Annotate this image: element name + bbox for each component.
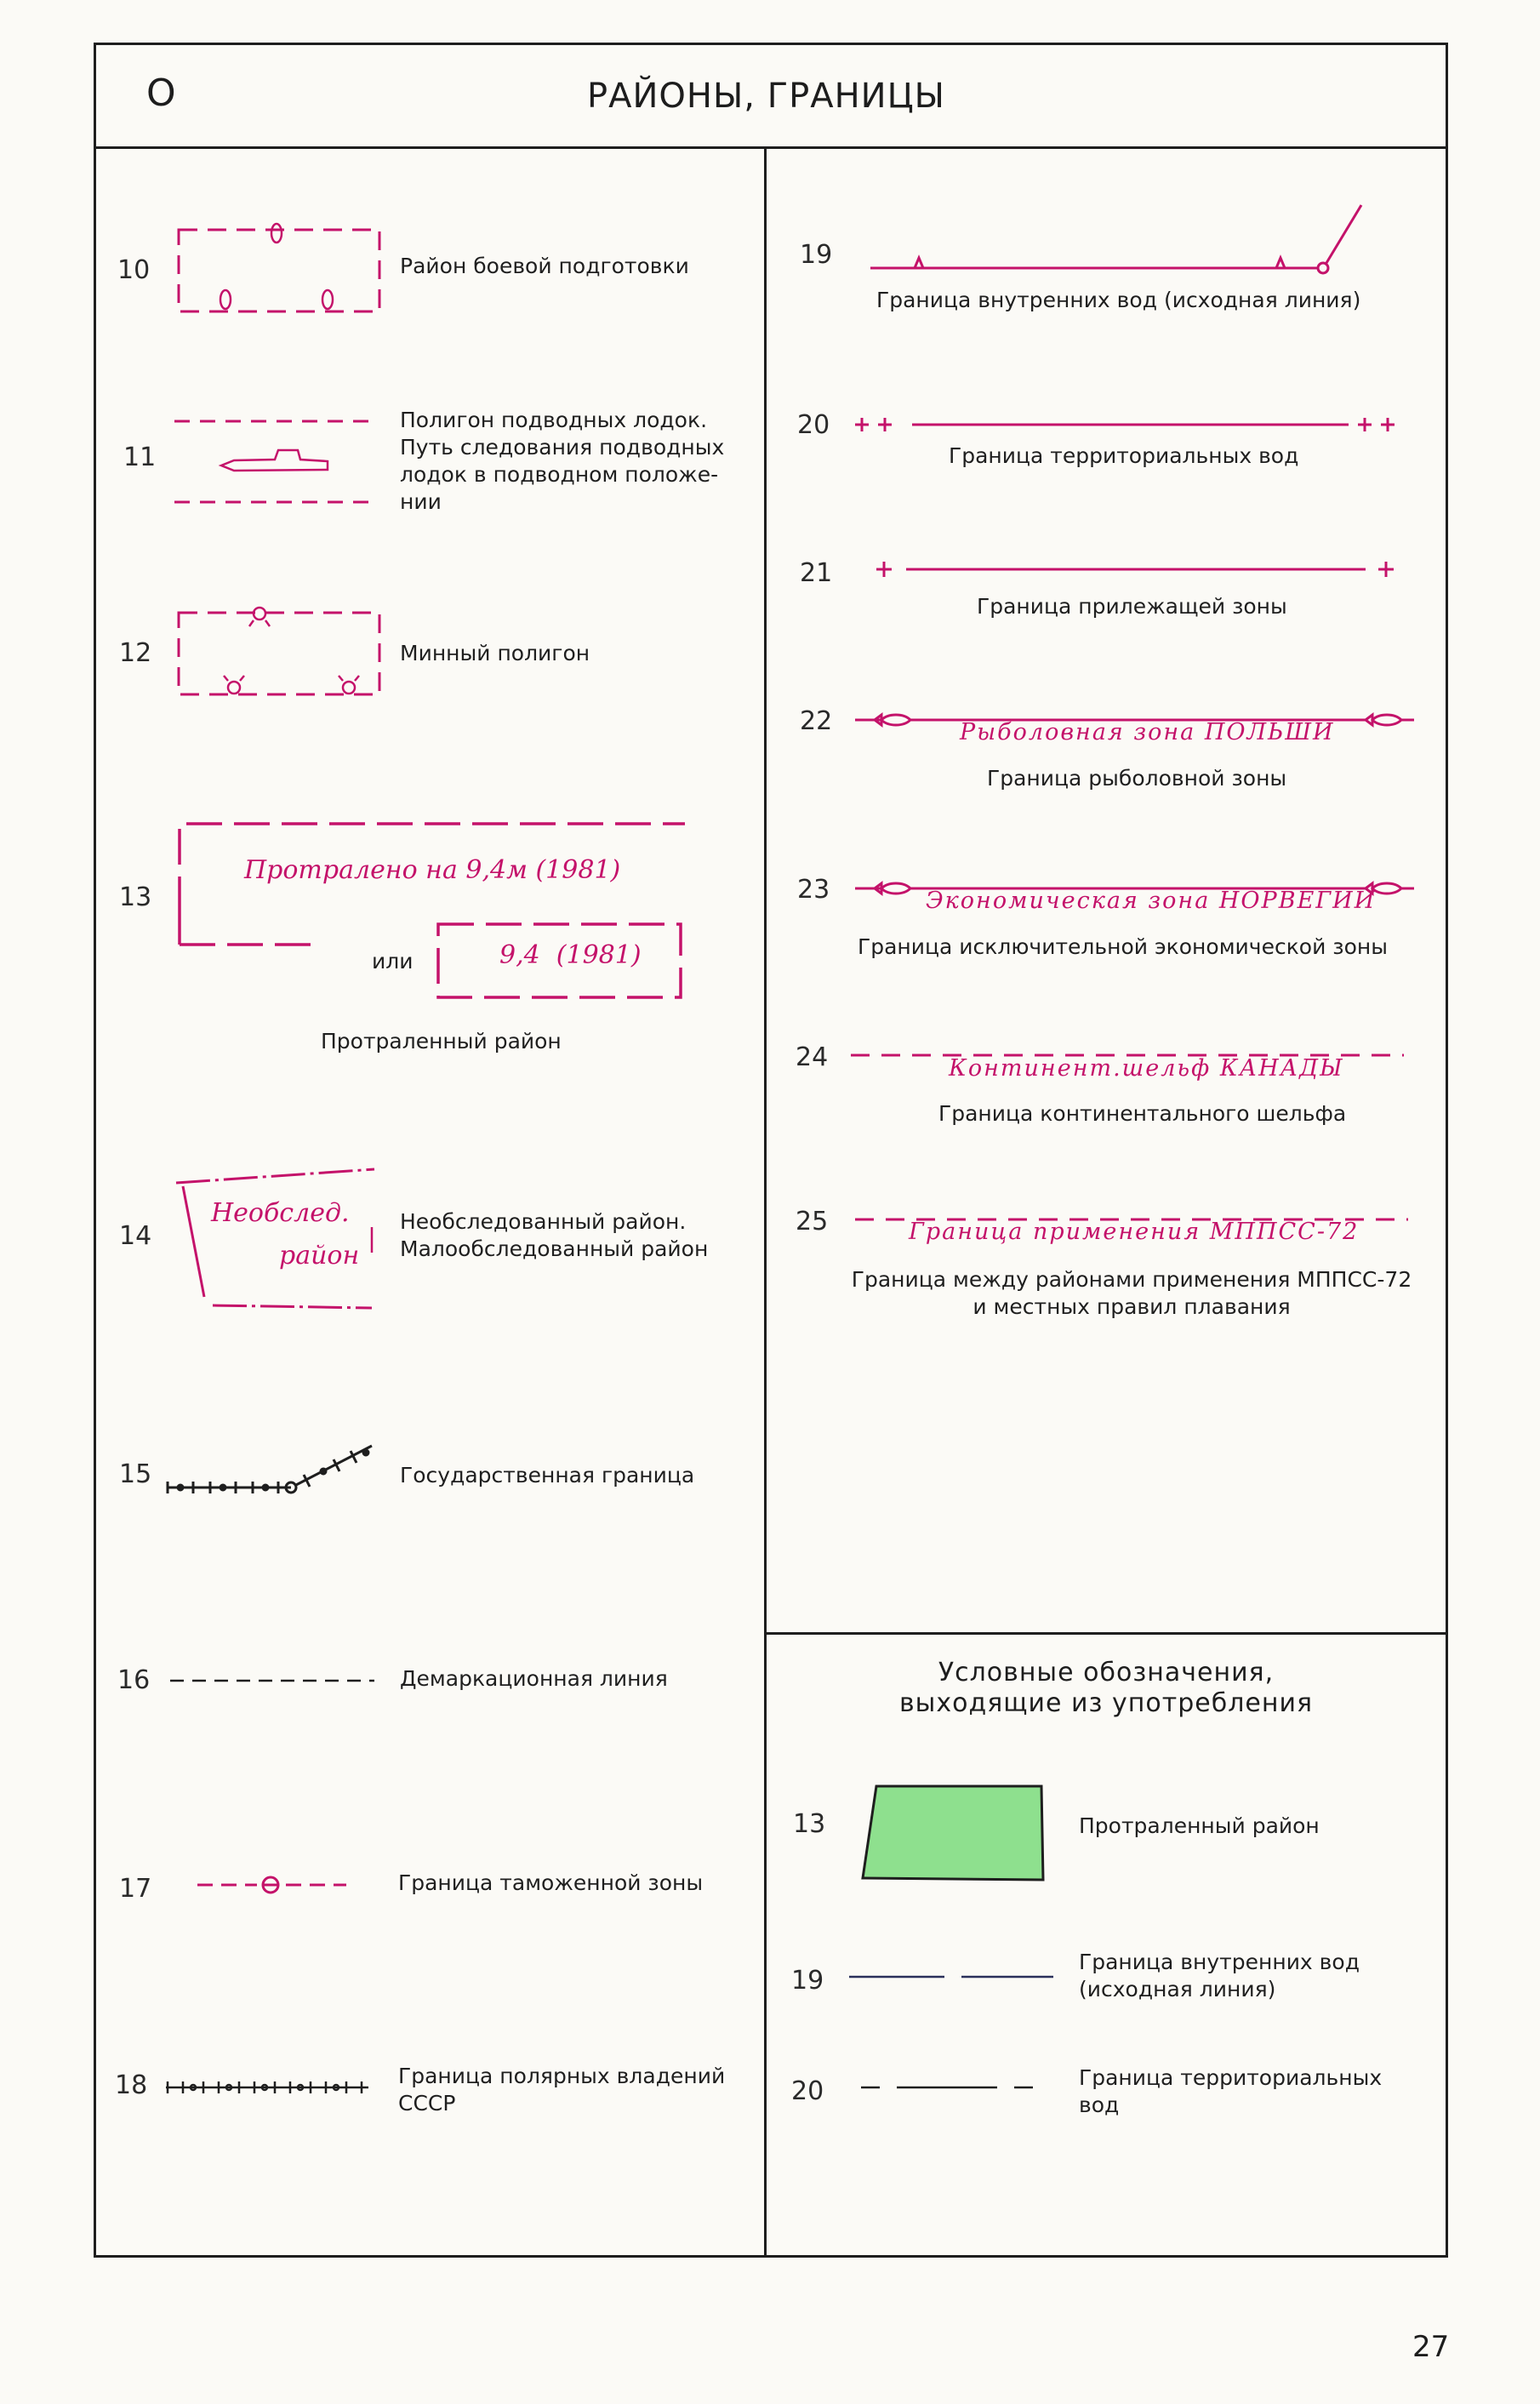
obsolete-20-label: Граница территориальных вод [1079,2065,1383,2117]
section-letter: O [146,71,176,115]
item-11-label: Полигон подводных лодок. Путь следования подводных лодок в подводном положе- нии [400,408,725,514]
item-10-number: 10 [117,255,151,285]
submarine-area-symbol [174,413,387,511]
submarine-icon [221,450,328,471]
swept-depth-text: Протралено на 9,4м (1981) [244,855,621,885]
item-15-number: 15 [119,1459,152,1489]
contiguous-zone-border-symbol [872,557,1404,583]
item-12-number: 12 [119,638,152,668]
header-divider [94,146,1448,149]
column-divider [764,146,767,2258]
obsolete-13-number: 13 [793,1809,826,1839]
combat-training-area-symbol [174,223,387,317]
item-21-label: Граница прилежащей зоны [977,594,1287,619]
item-19-number: 19 [800,240,833,270]
fish-icon [1366,715,1401,725]
page-number: 27 [1412,2330,1450,2364]
item-18-label: Граница полярных владений СССР [398,2064,726,2116]
item-15-label: Государственная граница [400,1463,695,1488]
swept-depth-short-text: 9,4 (1981) [499,940,642,970]
polar-possessions-border-symbol [164,2075,377,2100]
obsolete-swept-area-symbol [859,1783,1055,1885]
item-24-number: 24 [796,1042,829,1072]
item-20-number: 20 [797,410,830,440]
item-14-label: Необследованный район. Малообследованный район [400,1209,709,1261]
obsolete-territorial-waters-symbol [861,2083,1040,2092]
item-17-number: 17 [119,1874,152,1904]
item-19-label: Граница внутренних вод (исходная линия) [876,288,1361,312]
fishing-zone-map-text: Рыболовная зона ПОЛЬШИ [960,719,1335,745]
obsolete-19-label: Граница внутренних вод (исходная линия) [1079,1950,1360,2001]
item-16-number: 16 [117,1665,151,1695]
page-frame [94,43,1448,2258]
item-10-label: Район боевой подготовки [400,254,689,278]
or-label: или [372,949,414,974]
continental-shelf-map-text: Континент.шельф КАНАДЫ [949,1055,1344,1082]
item-13-number: 13 [119,882,152,912]
item-23-number: 23 [797,875,830,905]
item-16-label: Демаркационная линия [400,1666,668,1691]
item-22-label: Граница рыболовной зоны [987,766,1287,791]
unsurveyed-area-symbol [174,1159,387,1312]
item-18-number: 18 [115,2070,148,2100]
obsolete-19-number: 19 [791,1966,824,1996]
obsolete-20-number: 20 [791,2076,824,2106]
item-14-number: 14 [119,1221,152,1251]
internal-waters-border-symbol [868,200,1378,277]
swept-area-symbol [174,819,693,1006]
mine-area-symbol [174,606,387,700]
territorial-waters-border-symbol [851,413,1412,438]
item-25-number: 25 [796,1207,829,1236]
state-border-symbol [163,1434,385,1502]
obsolete-section-title: Условные обозначения, выходящие из употребления [899,1658,1313,1718]
item-25-label: Граница между районами применения МППСС-72 и местных правил плавания [851,1267,1412,1319]
item-13-label: Протраленный район [321,1029,562,1054]
colreg-map-text: Граница применения МППСС-72 [909,1219,1360,1245]
unsurveyed-text-2: район [279,1241,360,1271]
demarcation-line-symbol [170,1676,383,1685]
obsolete-13-label: Протраленный район [1079,1813,1320,1838]
item-22-number: 22 [800,706,833,736]
item-12-label: Минный полигон [400,641,590,665]
item-11-number: 11 [123,443,157,472]
unsurveyed-text-1: Необслед. [211,1198,350,1228]
fish-icon [875,715,910,725]
item-17-label: Граница таможенной зоны [398,1870,704,1895]
obsolete-divider [764,1632,1448,1635]
item-20-label: Граница территориальных вод [949,443,1299,468]
item-23-label: Граница исключительной экономической зоны [858,934,1388,959]
obsolete-internal-waters-symbol [849,1973,1058,1981]
fish-icon [875,883,910,894]
item-21-number: 21 [800,558,833,588]
customs-zone-symbol [197,1872,368,1898]
page-title: РАЙОНЫ, ГРАНИЦЫ [587,77,945,116]
item-24-label: Граница континентального шельфа [938,1101,1347,1126]
eez-map-text: Экономическая зона НОРВЕГИИ [926,888,1377,914]
